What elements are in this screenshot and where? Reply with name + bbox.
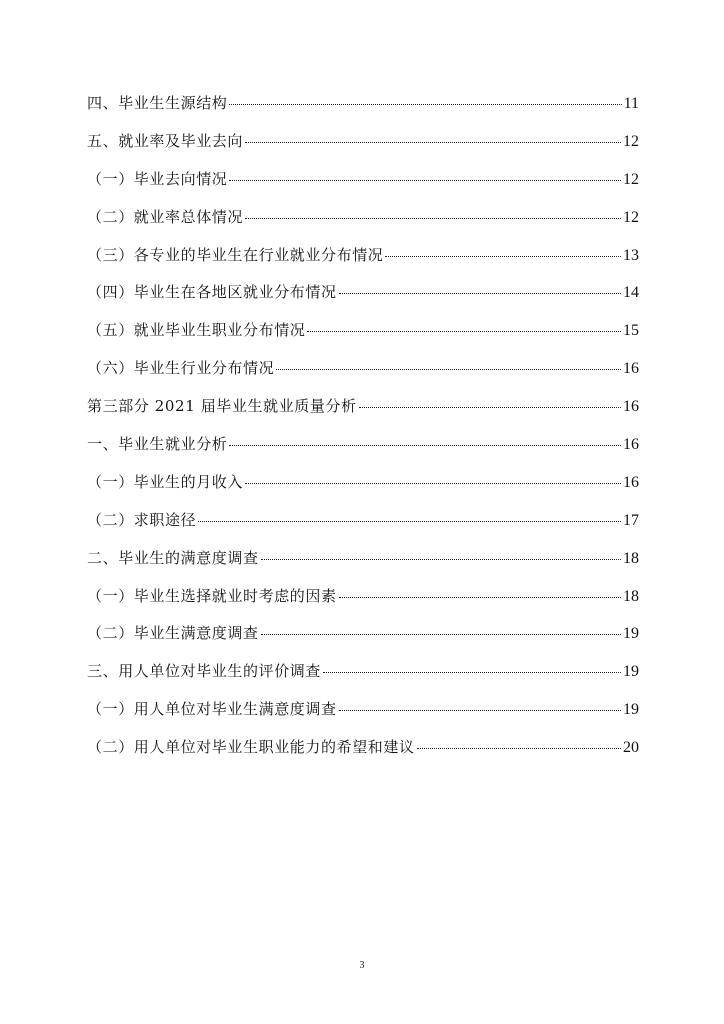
table-of-contents [87,92,639,774]
toc-entry-page: 17 [623,511,639,529]
toc-entry[interactable] [87,622,639,660]
toc-dot-leader [385,256,621,257]
toc-entry-page: 18 [623,587,639,605]
toc-entry-title: （二）就业率总体情况 [87,207,244,226]
toc-entry-page: 19 [623,701,639,719]
toc-dot-leader [261,634,621,635]
toc-entry-title: （四）毕业生在各地区就业分布情况 [87,283,337,302]
toc-dot-leader [417,748,621,749]
toc-dot-leader [339,293,621,294]
toc-entry[interactable] [87,585,639,623]
toc-dot-leader [339,710,621,711]
toc-entry-title: （三）各专业的毕业生在行业就业分布情况 [87,245,384,264]
toc-dot-leader [229,104,621,105]
toc-entry-page: 12 [623,208,639,226]
toc-entry-title: 一、毕业生就业分析 [87,435,228,454]
toc-entry[interactable] [87,281,639,319]
toc-entry-title: 第三部分 2021 届毕业生就业质量分析 [87,397,357,416]
toc-entry-page: 19 [623,625,639,643]
toc-entry-page: 12 [623,170,639,188]
toc-dot-leader [229,180,621,181]
toc-entry[interactable] [87,395,639,433]
toc-entry[interactable] [87,698,639,736]
toc-entry-page: 12 [623,132,639,150]
toc-entry-title: （六）毕业生行业分布情况 [87,359,275,378]
toc-dot-leader [359,407,621,408]
toc-entry-title: （二）毕业生满意度调查 [87,624,259,643]
toc-entry[interactable] [87,736,639,774]
toc-entry-page: 15 [623,322,639,340]
toc-dot-leader [323,672,621,673]
toc-entry[interactable] [87,547,639,585]
toc-entry-page: 16 [623,360,639,378]
toc-dot-leader [245,142,621,143]
toc-entry-page: 13 [623,246,639,264]
toc-entry[interactable] [87,471,639,509]
toc-dot-leader [339,597,621,598]
toc-entry[interactable] [87,206,639,244]
toc-entry[interactable] [87,168,639,206]
toc-entry-title: 二、毕业生的满意度调查 [87,548,259,567]
footer-page-number: 3 [359,960,365,971]
toc-entry-title: （一）用人单位对毕业生满意度调查 [87,700,337,719]
toc-dot-leader [245,483,621,484]
toc-entry-title: 三、用人单位对毕业生的评价调查 [87,662,322,681]
toc-entry[interactable] [87,509,639,547]
toc-entry-page: 14 [623,284,639,302]
toc-entry-page: 16 [623,473,639,491]
toc-entry-title: （一）毕业生的月收入 [87,472,244,491]
toc-entry[interactable] [87,319,639,357]
toc-entry[interactable] [87,433,639,471]
toc-dot-leader [307,331,621,332]
toc-entry-title: （一）毕业生选择就业时考虑的因素 [87,586,337,605]
toc-dot-leader [229,445,621,446]
toc-entry-title: （二）用人单位对毕业生职业能力的希望和建议 [87,738,415,757]
toc-dot-leader [245,218,621,219]
toc-entry-title: 五、就业率及毕业去向 [87,131,244,150]
toc-dot-leader [261,559,621,560]
toc-entry-title: （五）就业毕业生职业分布情况 [87,321,306,340]
toc-entry-page: 19 [623,663,639,681]
toc-entry[interactable] [87,130,639,168]
toc-entry-page: 11 [623,95,639,112]
toc-entry-page: 16 [623,436,639,454]
toc-entry[interactable] [87,660,639,698]
toc-dot-leader [198,521,621,522]
toc-entry-page: 18 [623,549,639,567]
toc-entry-title: 四、毕业生生源结构 [87,94,228,112]
toc-entry-title: （一）毕业去向情况 [87,169,228,188]
toc-entry-page: 20 [623,739,639,757]
toc-entry[interactable] [87,244,639,282]
toc-entry[interactable] [87,357,639,395]
toc-dot-leader [276,369,621,370]
toc-entry[interactable] [87,92,639,130]
toc-entry-page: 16 [623,398,639,416]
toc-entry-title: （二）求职途径 [87,510,197,529]
